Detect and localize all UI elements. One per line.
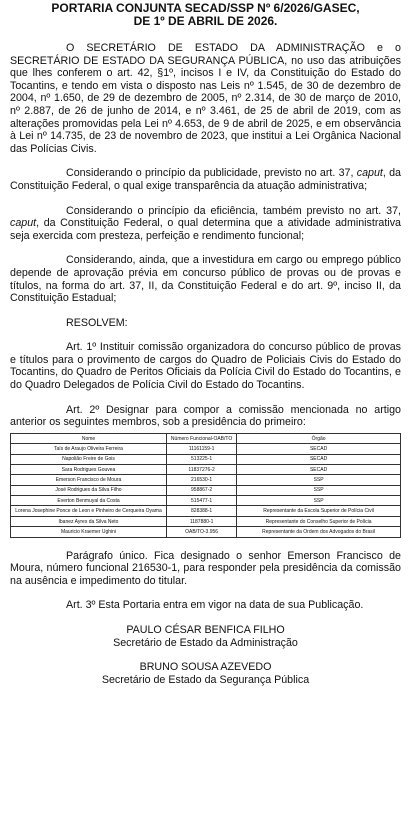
table-row bbox=[11, 475, 401, 485]
considering-text: , da Constituição Federal, o qual determina que a atividade administrativa seja exercida com presteza, perfeição e rendimento funcional; bbox=[10, 217, 401, 242]
member-organ: SSP bbox=[237, 475, 401, 485]
table-row bbox=[11, 485, 401, 495]
table-row bbox=[11, 496, 401, 506]
member-organ: SECAD bbox=[237, 464, 401, 474]
considering-paragraph-1 bbox=[10, 167, 401, 192]
member-name: Emerson Francisco de Moura bbox=[11, 475, 167, 485]
article-3: Art. 3º Esta Portaria entra em vigor na data de sua Publicação. bbox=[66, 599, 364, 612]
member-number: 515477-1 bbox=[167, 496, 237, 506]
considering-text: Considerando o princípio da eficiência, também previsto no art. 37, bbox=[66, 204, 401, 217]
article-1: Art. 1º Instituir comissão organizadora do concurso público de provas e títulos para o provimento de cargos do Quadro de Policiais Civis do Estado do Tocantins, do Quadro de Peritos Oficiais da Polícia Civil do Estado do Tocantins, e do Quadro Delegados de Polícia Civil do Estado do Tocantins. bbox=[10, 341, 401, 392]
member-name: Mauricio Kraemer Ughini bbox=[11, 527, 167, 537]
italic-term: caput bbox=[356, 167, 383, 180]
table-row bbox=[11, 464, 401, 474]
italic-term: caput bbox=[10, 217, 37, 230]
member-number: OAB/TO-3.956 bbox=[167, 527, 237, 537]
signature-block-2 bbox=[10, 661, 401, 686]
title-line-1: PORTARIA CONJUNTA SECAD/SSP Nº 6/2026/GASEC, bbox=[51, 1, 360, 15]
considering-paragraph-3 bbox=[10, 254, 401, 304]
table-row bbox=[11, 454, 401, 464]
member-number: 828388-1 bbox=[167, 506, 237, 516]
member-organ: SSP bbox=[237, 485, 401, 495]
considering-text: Considerando, ainda, que a investidura em cargo ou emprego público depende de aprovação prévia em concurso público de provas ou de provas e títulos, na forma do art. 37, II, da Constituição Federal e do art. 9º, inciso II, da Constituição Estadual; bbox=[10, 254, 401, 305]
signatory-name: BRUNO SOUSA AZEVEDO bbox=[139, 661, 272, 674]
members-table bbox=[10, 433, 401, 538]
member-organ: SECAD bbox=[237, 444, 401, 454]
signature-block-1 bbox=[10, 624, 401, 649]
table-row bbox=[11, 527, 401, 537]
member-name: Napoli​ão Freire de Gois bbox=[11, 454, 167, 464]
member-number: 216530-1 bbox=[167, 475, 237, 485]
resolvem-heading: RESOLVEM: bbox=[66, 316, 128, 329]
member-organ: Representante da Escola Superior de Polícia Civil bbox=[237, 506, 401, 516]
member-name: Sara Rodrigues Gouvea bbox=[11, 464, 167, 474]
member-organ: Representante da Ordem dos Advogados do Brasil bbox=[237, 527, 401, 537]
member-name: Everton Benmuyal da Costa bbox=[11, 496, 167, 506]
document-title bbox=[10, 2, 401, 28]
table-row bbox=[11, 444, 401, 454]
column-header-organ: Órgão bbox=[237, 433, 401, 443]
title-line-2: DE 1º DE ABRIL DE 2026. bbox=[133, 14, 278, 28]
member-name: José Rodrigues da Silva Filho bbox=[11, 485, 167, 495]
considering-paragraph-2 bbox=[10, 205, 401, 243]
member-organ: SSP bbox=[237, 496, 401, 506]
signatory-role: Secretário de Estado da Administração bbox=[113, 636, 298, 649]
sole-paragraph: Parágrafo único. Fica designado o senhor Emerson Francisco de Moura, número funcional 216530-1, para responder pela presidência da comissão na ausência e impedimento do titular. bbox=[10, 549, 401, 587]
member-number: 513225-1 bbox=[167, 454, 237, 464]
considering-text: , da Constituição Federal, o qual exige transparência da atuação administrativa; bbox=[10, 167, 402, 192]
signatory-role: Secretário de Estado da Segurança Pública bbox=[101, 673, 310, 686]
article-2: Art. 2º Designar para compor a comissão mencionada no artigo anterior os seguintes membros, sob a presidência do primeiro: bbox=[10, 403, 401, 429]
member-number: 958867-2 bbox=[167, 485, 237, 495]
document bbox=[10, 2, 401, 686]
member-number: 1187880-1 bbox=[167, 516, 237, 526]
member-organ: SECAD bbox=[237, 454, 401, 464]
member-name: Lorena Josephine Ponce de Leon e Pinheiro de Cerqueira Oyama bbox=[11, 506, 167, 516]
table-row bbox=[11, 516, 401, 526]
member-number: 11837276-2 bbox=[167, 464, 237, 474]
member-organ: Representante do Conselho Superior de Polícia bbox=[237, 516, 401, 526]
signatory-name: PAULO CÉSAR BENFICA FILHO bbox=[126, 623, 285, 636]
column-header-number: Número Funcional-OAB/TO bbox=[167, 433, 237, 443]
column-header-name: Nome bbox=[11, 433, 167, 443]
preamble-paragraph: O SECRETÁRIO DE ESTADO DA ADMINISTRAÇÃO e o SECRETÁRIO DE ESTADO DA SEGURANÇA PÚBLICA, no uso das atribuições que lhes conferem o art. 42, §1º, incisos I e IV, da Constituição do Estado do Tocantins, e tendo em vista o disposto nas Leis nº 1.545, de 30 de dezembro de 2004, nº 1.650, de 29 de dezembro de 2005, nº 2.314, de 30 de março de 2010, nº 2.887, de 26 de junho de 2014, e nº 3.461, de 25 de abril de 2019, com as alterações promovidas pela Lei nº 4.653, de 9 de abril de 2025, e em observância à Lei nº 14.735, de 23 de novembro de 2023, que institui a Lei Orgânica Nacional das Polícias Civis. bbox=[10, 42, 401, 155]
table-header-row bbox=[11, 433, 401, 443]
member-name: Ibanez Ayres da Silva Neto bbox=[11, 516, 167, 526]
considering-text: Considerando o princípio da publicidade, previsto no art. 37, bbox=[66, 167, 357, 180]
member-number: 11161159-1 bbox=[167, 444, 237, 454]
member-name: Taís de Araujo Oliveira Ferreira bbox=[11, 444, 167, 454]
table-row bbox=[11, 506, 401, 516]
